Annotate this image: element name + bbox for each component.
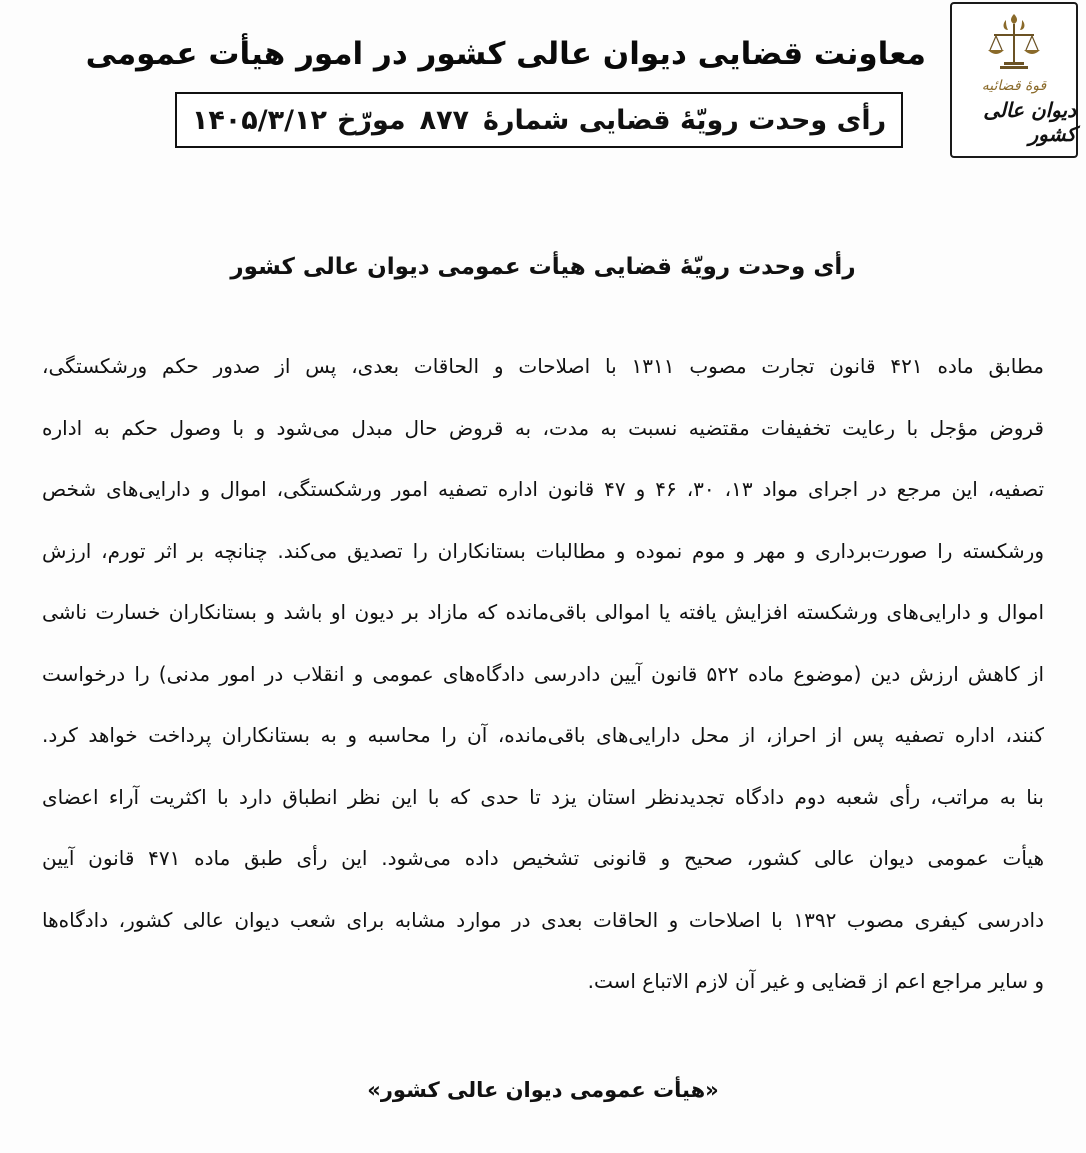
ruling-label: رأی وحدت رویّهٔ قضایی شمارهٔ bbox=[483, 104, 887, 136]
body-line-final: و سایر مراجع اعم از قضایی و غیر آن لازم الاتباع است. bbox=[587, 969, 1044, 993]
body-line: قروض مؤجل با رعایت تخفیفات مقتضیه نسبت به مدت، به قروض حال مبدل می‌شود و با وصول حکم به اداره bbox=[42, 415, 1044, 440]
document-heading: رأی وحدت رویّهٔ قضایی هیأت عمومی دیوان عالی کشور bbox=[230, 254, 856, 280]
ruling-number-box bbox=[175, 92, 903, 148]
body-line: اموال و دارایی‌های ورشکسته افزایش یافته یا اموالی باقی‌مانده که مازاد بر دیون او باشد و بستانکاران خسارت ناشی bbox=[42, 600, 1044, 624]
ruling-date-label: مورّخ bbox=[336, 104, 406, 136]
logo-name: دیوان عالی کشور bbox=[983, 98, 1076, 146]
body-line: تصفیه، این مرجع در اجرای مواد ۱۳، ۳۰، ۴۶ و ۴۷ قانون اداره تصفیه امور ورشکستگی، اموال و دارایی‌های شخص bbox=[42, 477, 1044, 501]
body-line: کنند، اداره تصفیه پس از احراز، از محل دارایی‌های باقی‌مانده، آن را محاسبه و به بستانکاران پرداخت خواهد کرد. bbox=[42, 723, 1044, 747]
scales-of-justice-icon bbox=[984, 10, 1044, 78]
ruling-body bbox=[42, 346, 1044, 1023]
logo-subtitle: قوهٔ قضائیه bbox=[981, 78, 1047, 94]
judiciary-logo bbox=[950, 2, 1078, 158]
signature: «هیأت عمومی دیوان عالی کشور» bbox=[367, 1078, 719, 1102]
body-line: از کاهش ارزش دین (موضوع ماده ۵۲۲ قانون آیین دادرسی دادگاه‌های عمومی و انقلاب در امور مدنی) را درخواست bbox=[42, 661, 1044, 686]
body-line: بنا به مراتب، رأی شعبه دوم دادگاه تجدیدنظر استان یزد تا حدی که با این نظر انطباق دارد با اکثریت آراء اعضای bbox=[42, 784, 1044, 809]
body-line: مطابق ماده ۴۲۱ قانون تجارت مصوب ۱۳۱۱ با اصلاحات و الحاقات بعدی، پس از صدور حکم ورشکستگی، bbox=[42, 354, 1044, 378]
ruling-number: ۸۷۷ bbox=[419, 104, 470, 136]
ruling-date: ۱۴۰۵/۳/۱۲ bbox=[191, 104, 327, 136]
body-line: دادرسی کیفری مصوب ۱۳۹۲ با اصلاحات و الحاقات بعدی در موارد مشابه برای شعب دیوان عالی کشور، دادگاه‌ها bbox=[42, 907, 1044, 932]
page-title: معاونت قضایی دیوان عالی کشور در امور هیأت عمومی bbox=[85, 36, 926, 72]
body-line: ورشکسته را صورت‌برداری و مهر و موم نموده و مطالبات بستانکاران را تصدیق می‌کند. چنانچه بر اثر تورم، ارزش bbox=[42, 538, 1044, 563]
body-line: هیأت عمومی دیوان عالی کشور، صحیح و قانونی تشخیص داده می‌شود. این رأی طبق ماده ۴۷۱ قانون آیین bbox=[42, 846, 1044, 870]
